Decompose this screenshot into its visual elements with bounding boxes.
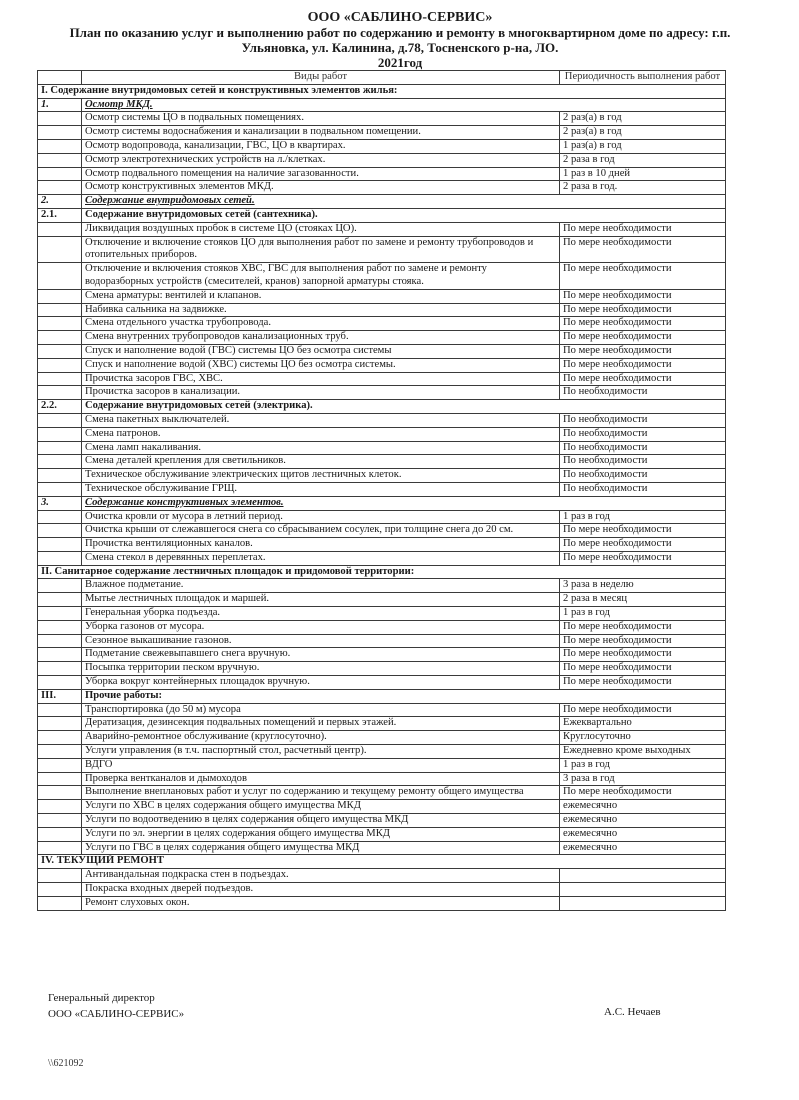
periodicity-cell: По мере необходимости — [560, 538, 726, 552]
periodicity-cell: По мере необходимости — [560, 344, 726, 358]
table-row — [38, 689, 726, 703]
row-number-cell — [38, 551, 82, 565]
table-row — [38, 469, 726, 483]
periodicity-cell: Ежедневно кроме выходных — [560, 745, 726, 759]
signer-name: А.С. Нечаев — [604, 1006, 661, 1018]
work-description-cell: Дератизация, дезинсекция подвальных помещений и первых этажей. — [82, 717, 560, 731]
periodicity-cell: По необходимости — [560, 455, 726, 469]
table-row — [38, 869, 726, 883]
work-description-cell: Услуги по эл. энергии в целях содержания общего имущества МКД — [82, 827, 560, 841]
table-row — [38, 607, 726, 621]
work-description-cell: Влажное подметание. — [82, 579, 560, 593]
row-number-cell — [38, 538, 82, 552]
work-description-cell: Выполнение внеплановых работ и услуг по содержанию и текущему ремонту общего имущества — [82, 786, 560, 800]
table-row — [38, 400, 726, 414]
row-number-cell — [38, 676, 82, 690]
table-row — [38, 344, 726, 358]
plan-title-line1: План по оказанию услуг и выполнению работ по содержанию и ремонту в многоквартирном доме по адресу: г.п. — [69, 25, 731, 40]
row-number-cell — [38, 427, 82, 441]
signature-block — [48, 990, 184, 1022]
row-number-cell — [38, 896, 82, 910]
works-table — [37, 70, 726, 911]
periodicity-cell: По необходимости — [560, 482, 726, 496]
row-number-cell: 2. — [38, 195, 82, 209]
work-description-cell: Проверка вентканалов и дымоходов — [82, 772, 560, 786]
table-row — [38, 800, 726, 814]
table-row — [38, 84, 726, 98]
periodicity-cell: По мере необходимости — [560, 786, 726, 800]
row-number-cell — [38, 482, 82, 496]
table-row — [38, 386, 726, 400]
periodicity-cell: По мере необходимости — [560, 289, 726, 303]
work-description-cell: Осмотр водопровода, канализации, ГВС, ЦО в квартирах. — [82, 139, 560, 153]
periodicity-cell: 2 раза в год — [560, 153, 726, 167]
periodicity-cell: По необходимости — [560, 427, 726, 441]
row-number-cell — [38, 703, 82, 717]
work-description-cell: Отключение и включение стояков ЦО для выполнения работ по замене и ремонту трубопроводов и отопительных приборов. — [82, 236, 560, 263]
row-number-cell — [38, 786, 82, 800]
work-description-cell: Транспортировка (до 50 м) мусора — [82, 703, 560, 717]
periodicity-cell: По мере необходимости — [560, 703, 726, 717]
table-row — [38, 786, 726, 800]
work-description-cell: Услуги по ГВС в целях содержания общего имущества МКД — [82, 841, 560, 855]
work-description-cell: Прочистка засоров в канализации. — [82, 386, 560, 400]
work-description-cell: Спуск и наполнение водой (ГВС) системы ЦО без осмотра системы — [82, 344, 560, 358]
work-description-cell: Мытье лестничных площадок и маршей. — [82, 593, 560, 607]
section-heading: II. Санитарное содержание лестничных площадок и придомовой территории: — [38, 565, 726, 579]
row-number-cell — [38, 126, 82, 140]
work-description-cell: Аварийно-ремонтное обслуживание (круглосуточно). — [82, 731, 560, 745]
work-description-cell: Смена внутренних трубопроводов канализационных труб. — [82, 331, 560, 345]
periodicity-cell: По мере необходимости — [560, 222, 726, 236]
table-row — [38, 772, 726, 786]
table-row — [38, 593, 726, 607]
table-row — [38, 855, 726, 869]
table-row — [38, 551, 726, 565]
row-number-cell — [38, 745, 82, 759]
periodicity-cell: По необходимости — [560, 386, 726, 400]
periodicity-cell: 2 раза в месяц — [560, 593, 726, 607]
row-number-cell — [38, 344, 82, 358]
row-number-cell — [38, 331, 82, 345]
periodicity-cell: Ежеквартально — [560, 717, 726, 731]
periodicity-cell: 3 раза в год — [560, 772, 726, 786]
work-description-cell: Услуги управления (в т.ч. паспортный стол, расчетный центр). — [82, 745, 560, 759]
table-row — [38, 883, 726, 897]
table-row — [38, 662, 726, 676]
work-description-cell: Покраска входных дверей подъездов. — [82, 883, 560, 897]
table-row — [38, 745, 726, 759]
table-row — [38, 372, 726, 386]
row-number-cell — [38, 358, 82, 372]
work-description-cell: ВДГО — [82, 758, 560, 772]
table-row — [38, 126, 726, 140]
table-row — [38, 648, 726, 662]
work-description-cell: Сезонное выкашивание газонов. — [82, 634, 560, 648]
work-description-cell: Осмотр системы ЦО в подвальных помещениях. — [82, 112, 560, 126]
work-description-cell: Техническое обслуживание ГРЩ. — [82, 482, 560, 496]
table-row — [38, 482, 726, 496]
row-number-cell — [38, 303, 82, 317]
table-row — [38, 153, 726, 167]
table-row — [38, 331, 726, 345]
table-row — [38, 358, 726, 372]
work-description-cell: Посыпка территории песком вручную. — [82, 662, 560, 676]
table-row — [38, 208, 726, 222]
row-number-cell — [38, 167, 82, 181]
table-row — [38, 538, 726, 552]
row-number-cell — [38, 386, 82, 400]
periodicity-cell — [560, 869, 726, 883]
periodicity-cell: По мере необходимости — [560, 648, 726, 662]
table-row — [38, 620, 726, 634]
work-description-cell: Услуги по водоотведению в целях содержания общего имущества МКД — [82, 814, 560, 828]
periodicity-cell: 2 раз(а) в год — [560, 126, 726, 140]
work-description-cell: Услуги по ХВС в целях содержания общего имущества МКД — [82, 800, 560, 814]
table-row — [38, 413, 726, 427]
row-number-cell — [38, 510, 82, 524]
work-description-cell: Смена арматуры: вентилей и клапанов. — [82, 289, 560, 303]
work-description-cell: Прочистка засоров ГВС, ХВС. — [82, 372, 560, 386]
work-description-cell: Подметание свежевыпавшего снега вручную. — [82, 648, 560, 662]
work-description-cell: Уборка газонов от мусора. — [82, 620, 560, 634]
periodicity-cell: 1 раз(а) в год — [560, 139, 726, 153]
row-number-cell — [38, 634, 82, 648]
table-row — [38, 703, 726, 717]
periodicity-cell: 1 раз в год — [560, 758, 726, 772]
periodicity-cell: По мере необходимости — [560, 372, 726, 386]
row-number-cell: 2.1. — [38, 208, 82, 222]
row-number-cell — [38, 758, 82, 772]
periodicity-cell: 1 раз в год — [560, 510, 726, 524]
periodicity-cell: ежемесячно — [560, 841, 726, 855]
row-number-cell — [38, 869, 82, 883]
work-description-cell: Очистка кровли от мусора в летний период. — [82, 510, 560, 524]
periodicity-cell: ежемесячно — [560, 814, 726, 828]
periodicity-cell: 1 раз в 10 дней — [560, 167, 726, 181]
work-description-cell: Прочистка вентиляционных каналов. — [82, 538, 560, 552]
work-description-cell: Антивандальная подкраска стен в подъездах. — [82, 869, 560, 883]
table-row — [38, 139, 726, 153]
table-row — [38, 731, 726, 745]
work-description-cell: Содержание внутридомовых сетей. — [82, 195, 726, 209]
periodicity-cell: 2 раза в год. — [560, 181, 726, 195]
table-row — [38, 427, 726, 441]
table-row — [38, 441, 726, 455]
table-row — [38, 565, 726, 579]
work-description-cell: Содержание внутридомовых сетей (электрика). — [82, 400, 726, 414]
table-row — [38, 717, 726, 731]
work-description-cell: Осмотр МКД. — [82, 98, 726, 112]
work-description-cell: Ликвидация воздушных пробок в системе ЦО (стояках ЦО). — [82, 222, 560, 236]
header-period-cell: Периодичность выполнения работ — [560, 71, 726, 85]
table-row — [38, 181, 726, 195]
table-row — [38, 167, 726, 181]
work-description-cell: Прочие работы: — [82, 689, 726, 703]
row-number-cell — [38, 607, 82, 621]
row-number-cell — [38, 469, 82, 483]
table-row — [38, 195, 726, 209]
periodicity-cell: По мере необходимости — [560, 620, 726, 634]
row-number-cell — [38, 579, 82, 593]
table-row — [38, 841, 726, 855]
work-description-cell: Набивка сальника на задвижке. — [82, 303, 560, 317]
row-number-cell — [38, 717, 82, 731]
periodicity-cell: По мере необходимости — [560, 331, 726, 345]
row-number-cell — [38, 441, 82, 455]
periodicity-cell: По мере необходимости — [560, 551, 726, 565]
periodicity-cell: По необходимости — [560, 441, 726, 455]
row-number-cell — [38, 620, 82, 634]
periodicity-cell: 3 раза в неделю — [560, 579, 726, 593]
document-number: \\621092 — [48, 1058, 84, 1069]
row-number-cell — [38, 263, 82, 290]
work-description-cell: Ремонт слуховых окон. — [82, 896, 560, 910]
row-number-cell — [38, 112, 82, 126]
row-number-cell — [38, 289, 82, 303]
signer-organization: ООО «САБЛИНО-СЕРВИС» — [48, 1008, 185, 1020]
periodicity-cell: Круглосуточно — [560, 731, 726, 745]
work-description-cell: Смена ламп накаливания. — [82, 441, 560, 455]
row-number-cell — [38, 413, 82, 427]
periodicity-cell: По необходимости — [560, 413, 726, 427]
table-row — [38, 236, 726, 263]
row-number-cell — [38, 153, 82, 167]
periodicity-cell: 1 раз в год — [560, 607, 726, 621]
table-row — [38, 289, 726, 303]
row-number-cell — [38, 524, 82, 538]
row-number-cell — [38, 827, 82, 841]
row-number-cell: 3. — [38, 496, 82, 510]
work-description-cell: Осмотр электротехнических устройств на л./клетках. — [82, 153, 560, 167]
table-row — [38, 112, 726, 126]
organization-name: ООО «САБЛИНО-СЕРВИС» — [307, 10, 493, 25]
work-description-cell: Содержание внутридомовых сетей (сантехника). — [82, 208, 726, 222]
periodicity-cell: По мере необходимости — [560, 676, 726, 690]
row-number-cell — [38, 139, 82, 153]
table-row — [38, 634, 726, 648]
row-number-cell: 2.2. — [38, 400, 82, 414]
table-row — [38, 524, 726, 538]
row-number-cell — [38, 372, 82, 386]
table-row — [38, 496, 726, 510]
row-number-cell — [38, 841, 82, 855]
section-heading: I. Содержание внутридомовых сетей и конструктивных элементов жилья: — [38, 84, 726, 98]
work-description-cell: Содержание конструктивных элементов. — [82, 496, 726, 510]
periodicity-cell: По необходимости — [560, 469, 726, 483]
table-header-row — [38, 71, 726, 85]
row-number-cell — [38, 800, 82, 814]
row-number-cell — [38, 181, 82, 195]
row-number-cell — [38, 883, 82, 897]
table-row — [38, 814, 726, 828]
row-number-cell — [38, 814, 82, 828]
periodicity-cell: По мере необходимости — [560, 303, 726, 317]
work-description-cell: Смена стекол в деревянных переплетах. — [82, 551, 560, 565]
table-row — [38, 758, 726, 772]
table-row — [38, 303, 726, 317]
plan-year: 2021год — [377, 55, 423, 70]
table-row — [38, 317, 726, 331]
header-work-cell: Виды работ — [82, 71, 560, 85]
row-number-cell — [38, 236, 82, 263]
periodicity-cell: ежемесячно — [560, 827, 726, 841]
table-row — [38, 579, 726, 593]
periodicity-cell — [560, 883, 726, 897]
work-description-cell: Смена деталей крепления для светильников. — [82, 455, 560, 469]
periodicity-cell: По мере необходимости — [560, 358, 726, 372]
periodicity-cell — [560, 896, 726, 910]
periodicity-cell: По мере необходимости — [560, 263, 726, 290]
work-description-cell: Осмотр подвального помещения на наличие загазованности. — [82, 167, 560, 181]
work-description-cell: Осмотр системы водоснабжения и канализации в подвальном помещении. — [82, 126, 560, 140]
periodicity-cell: ежемесячно — [560, 800, 726, 814]
work-description-cell: Осмотр конструктивных элементов МКД. — [82, 181, 560, 195]
table-row — [38, 827, 726, 841]
table-row — [38, 510, 726, 524]
work-description-cell: Отключение и включения стояков ХВС, ГВС для выполнения работ по замене и ремонту водоразборных устройств (смесителей, кранов) запорной арматуры стояка. — [82, 263, 560, 290]
periodicity-cell: По мере необходимости — [560, 317, 726, 331]
row-number-cell — [38, 648, 82, 662]
table-row — [38, 98, 726, 112]
periodicity-cell: По мере необходимости — [560, 524, 726, 538]
row-number-cell: 1. — [38, 98, 82, 112]
work-description-cell: Смена отдельного участка трубопровода. — [82, 317, 560, 331]
periodicity-cell: По мере необходимости — [560, 236, 726, 263]
periodicity-cell: 2 раз(а) в год — [560, 112, 726, 126]
work-description-cell: Генеральная уборка подъезда. — [82, 607, 560, 621]
work-description-cell: Уборка вокруг контейнерных площадок вручную. — [82, 676, 560, 690]
section-heading: IV. ТЕКУЩИЙ РЕМОНТ — [38, 855, 726, 869]
plan-title-line2: Ульяновка, ул. Калинина, д.78, Тосненского р-на, ЛО. — [241, 40, 559, 55]
work-description-cell: Спуск и наполнение водой (ХВС) системы ЦО без осмотра системы. — [82, 358, 560, 372]
row-number-cell — [38, 317, 82, 331]
work-description-cell: Смена патронов. — [82, 427, 560, 441]
row-number-cell — [38, 455, 82, 469]
table-row — [38, 896, 726, 910]
work-description-cell: Смена пакетных выключателей. — [82, 413, 560, 427]
periodicity-cell: По мере необходимости — [560, 634, 726, 648]
periodicity-cell: По мере необходимости — [560, 662, 726, 676]
document-header — [40, 10, 760, 70]
row-number-cell: III. — [38, 689, 82, 703]
row-number-cell — [38, 593, 82, 607]
header-num-cell — [38, 71, 82, 85]
row-number-cell — [38, 772, 82, 786]
row-number-cell — [38, 731, 82, 745]
table-row — [38, 676, 726, 690]
row-number-cell — [38, 662, 82, 676]
table-row — [38, 222, 726, 236]
row-number-cell — [38, 222, 82, 236]
table-row — [38, 455, 726, 469]
work-description-cell: Очистка крыши от слежавшегося снега со сбрасыванием сосулек, при толщине снега до 20 см. — [82, 524, 560, 538]
table-row — [38, 263, 726, 290]
signer-title: Генеральный директор — [48, 992, 155, 1004]
work-description-cell: Техническое обслуживание электрических щитов лестничных клеток. — [82, 469, 560, 483]
